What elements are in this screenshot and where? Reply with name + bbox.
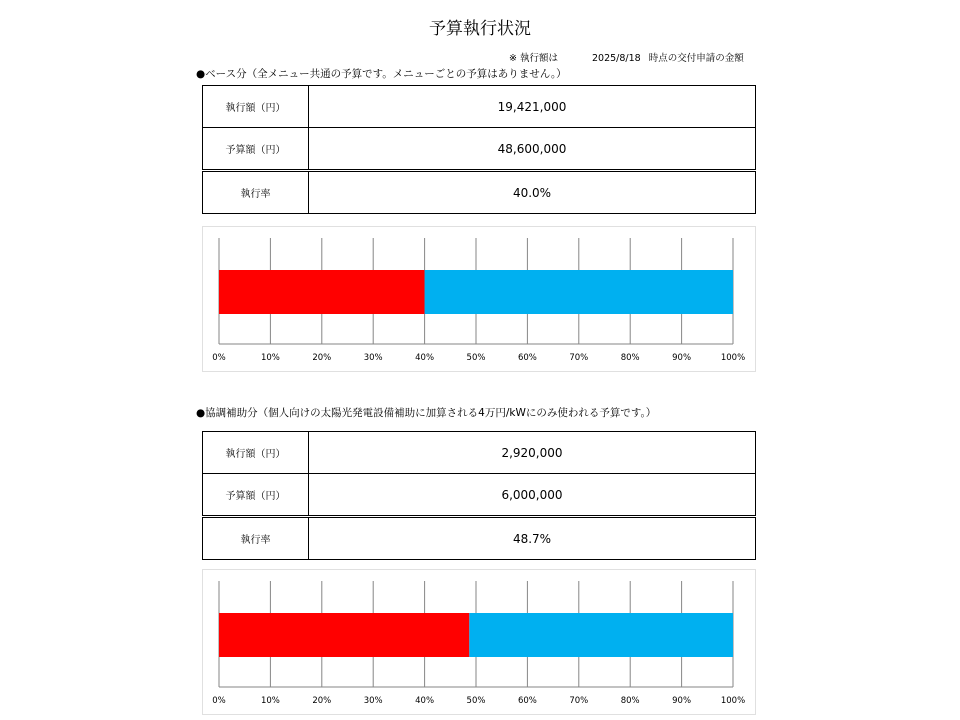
row-value: 19,421,000 bbox=[309, 86, 756, 128]
date-note bbox=[509, 50, 744, 64]
x-tick-label: 10% bbox=[260, 696, 280, 706]
x-tick-label: 20% bbox=[312, 696, 332, 706]
row-value: 40.0% bbox=[309, 171, 756, 214]
x-tick-label: 20% bbox=[312, 353, 332, 363]
note-date: 2025/8/18 bbox=[591, 53, 641, 64]
row-label: 執行率 bbox=[203, 171, 309, 214]
x-tick-label: 0% bbox=[212, 696, 226, 706]
remaining-bar bbox=[469, 613, 733, 657]
x-tick-label: 90% bbox=[672, 353, 692, 363]
row-value: 48.7% bbox=[309, 517, 756, 560]
table-row bbox=[203, 86, 756, 128]
x-tick-label: 80% bbox=[620, 353, 640, 363]
x-tick-label: 30% bbox=[363, 353, 383, 363]
x-tick-label: 0% bbox=[212, 353, 226, 363]
x-tick-label: 70% bbox=[569, 696, 589, 706]
x-tick-label: 40% bbox=[415, 696, 435, 706]
row-value: 6,000,000 bbox=[309, 474, 756, 517]
x-tick-label: 50% bbox=[466, 696, 486, 706]
execution-rate-chart-cooperative bbox=[202, 569, 756, 715]
row-value: 2,920,000 bbox=[309, 432, 756, 474]
x-tick-label: 50% bbox=[466, 353, 486, 363]
x-tick-label: 80% bbox=[620, 696, 640, 706]
budget-table-cooperative bbox=[202, 431, 756, 560]
x-tick-label: 60% bbox=[517, 696, 537, 706]
executed-bar bbox=[219, 270, 425, 314]
row-value: 48,600,000 bbox=[309, 128, 756, 171]
section-heading-base: ●ベース分（全メニュー共通の予算です。メニューごとの予算はありません。） bbox=[196, 68, 567, 80]
row-label: 執行額（円） bbox=[203, 86, 309, 128]
row-label: 予算額（円） bbox=[203, 474, 309, 517]
x-tick-label: 70% bbox=[569, 353, 589, 363]
x-tick-label: 10% bbox=[260, 353, 280, 363]
execution-rate-chart-base bbox=[202, 226, 756, 372]
page-title: 予算執行状況 bbox=[429, 19, 531, 39]
x-tick-label: 90% bbox=[672, 696, 692, 706]
x-tick-label: 100% bbox=[720, 696, 746, 706]
table-row bbox=[203, 171, 756, 214]
x-tick-label: 30% bbox=[363, 696, 383, 706]
table-row bbox=[203, 517, 756, 560]
x-tick-label: 40% bbox=[415, 353, 435, 363]
executed-bar bbox=[219, 613, 469, 657]
x-tick-label: 60% bbox=[517, 353, 537, 363]
budget-table-base bbox=[202, 85, 756, 214]
table-row bbox=[203, 128, 756, 171]
table-row bbox=[203, 432, 756, 474]
row-label: 執行率 bbox=[203, 517, 309, 560]
section-heading-cooperative: ●協調補助分（個人向けの太陽光発電設備補助に加算される4万円/kWにのみ使われる予算です。） bbox=[196, 407, 657, 419]
row-label: 予算額（円） bbox=[203, 128, 309, 171]
row-label: 執行額（円） bbox=[203, 432, 309, 474]
x-tick-label: 100% bbox=[720, 353, 746, 363]
note-prefix: ※ 執行額は bbox=[509, 53, 558, 64]
table-row bbox=[203, 474, 756, 517]
remaining-bar bbox=[425, 270, 733, 314]
note-suffix: 時点の交付申請の金額 bbox=[648, 53, 744, 64]
